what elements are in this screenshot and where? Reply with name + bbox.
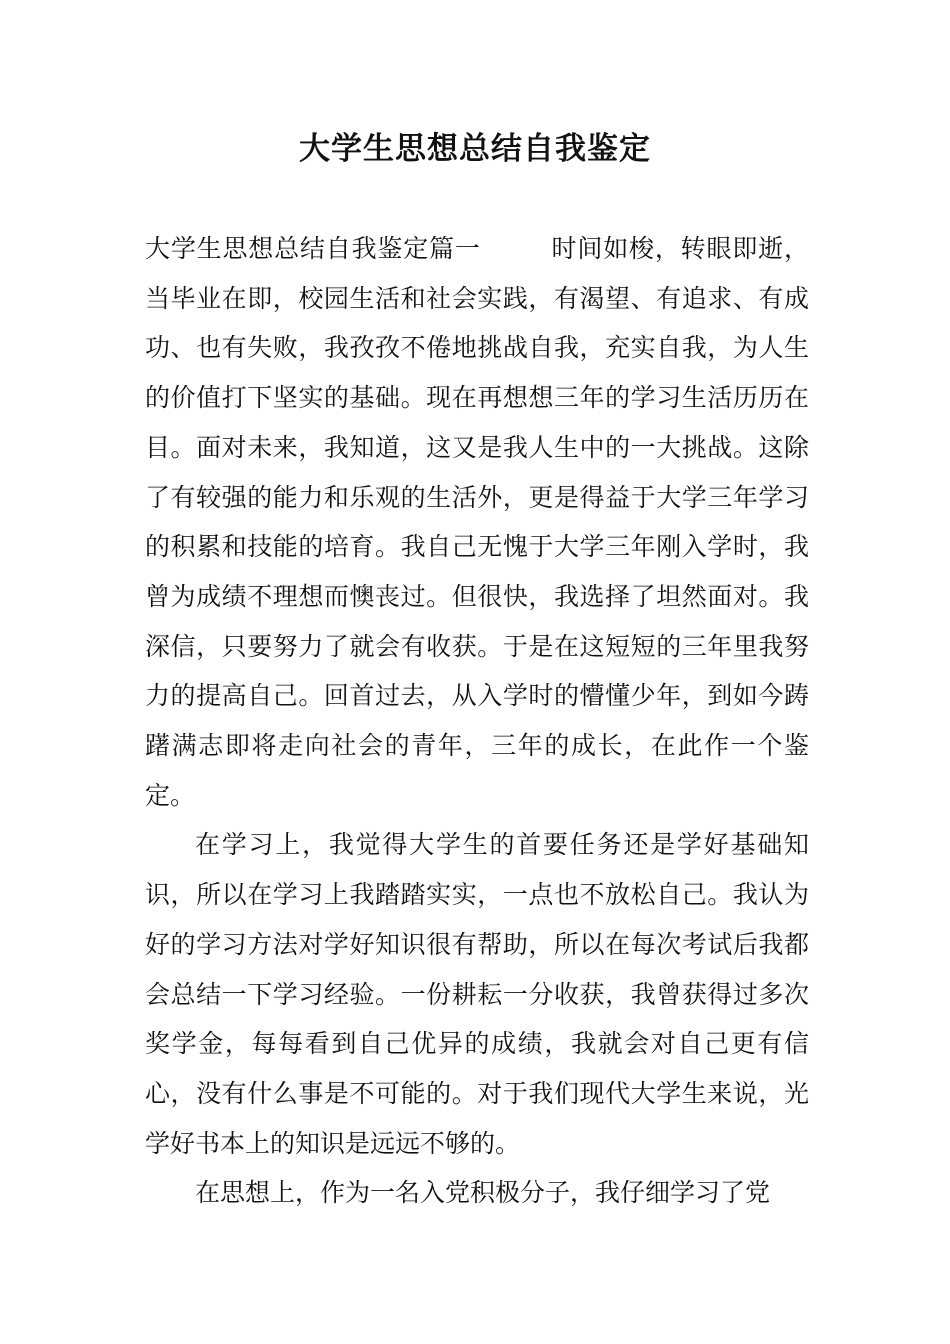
paragraph-text: 时间如梭，转眼即逝，当毕业在即，校园生活和社会实践，有渴望、有追求、有成功、也有失败，我孜孜不倦地挑战自我，充实自我，为人生的价值打下坚实的基础。现在再想想三年的学习生活历历在目。面对未来，我知道，这又是我人生中的一大挑战。这除了有较强的能力和乐观的生活外，更是得益于大学三年学习的积累和技能的培育。我自己无愧于大学三年刚入学时，我曾为成绩不理想而懊丧过。但很快，我选择了坦然面对。我深信，只要努力了就会有收获。于是在这短短的三年里我努力的提高自己。回首过去，从入学时的懵懂少年，到如今踌躇满志即将走向社会的青年，三年的成长，在此作一个鉴定。 — [145, 234, 809, 810]
paragraph-intro — [145, 224, 809, 820]
document-title: 大学生思想总结自我鉴定 — [299, 131, 651, 167]
section-heading: 大学生思想总结自我鉴定篇一 — [145, 234, 481, 263]
paragraph-thought: 在思想上，作为一名入党积极分子，我仔细学习了党 — [195, 1178, 771, 1208]
document-body — [145, 224, 809, 1218]
paragraph-study: 在学习上，我觉得大学生的首要任务还是学好基础知识，所以在学习上我踏踏实实，一点也不放松自己。我认为好的学习方法对学好知识很有帮助，所以在每次考试后我都会总结一下学习经验。一份耕耘一分收获，我曾获得过多次奖学金，每每看到自己优异的成绩，我就会对自己更有信心，没有什么事是不可能的。对于我们现代大学生来说，光学好书本上的知识是远远不够的。 — [145, 830, 809, 1158]
